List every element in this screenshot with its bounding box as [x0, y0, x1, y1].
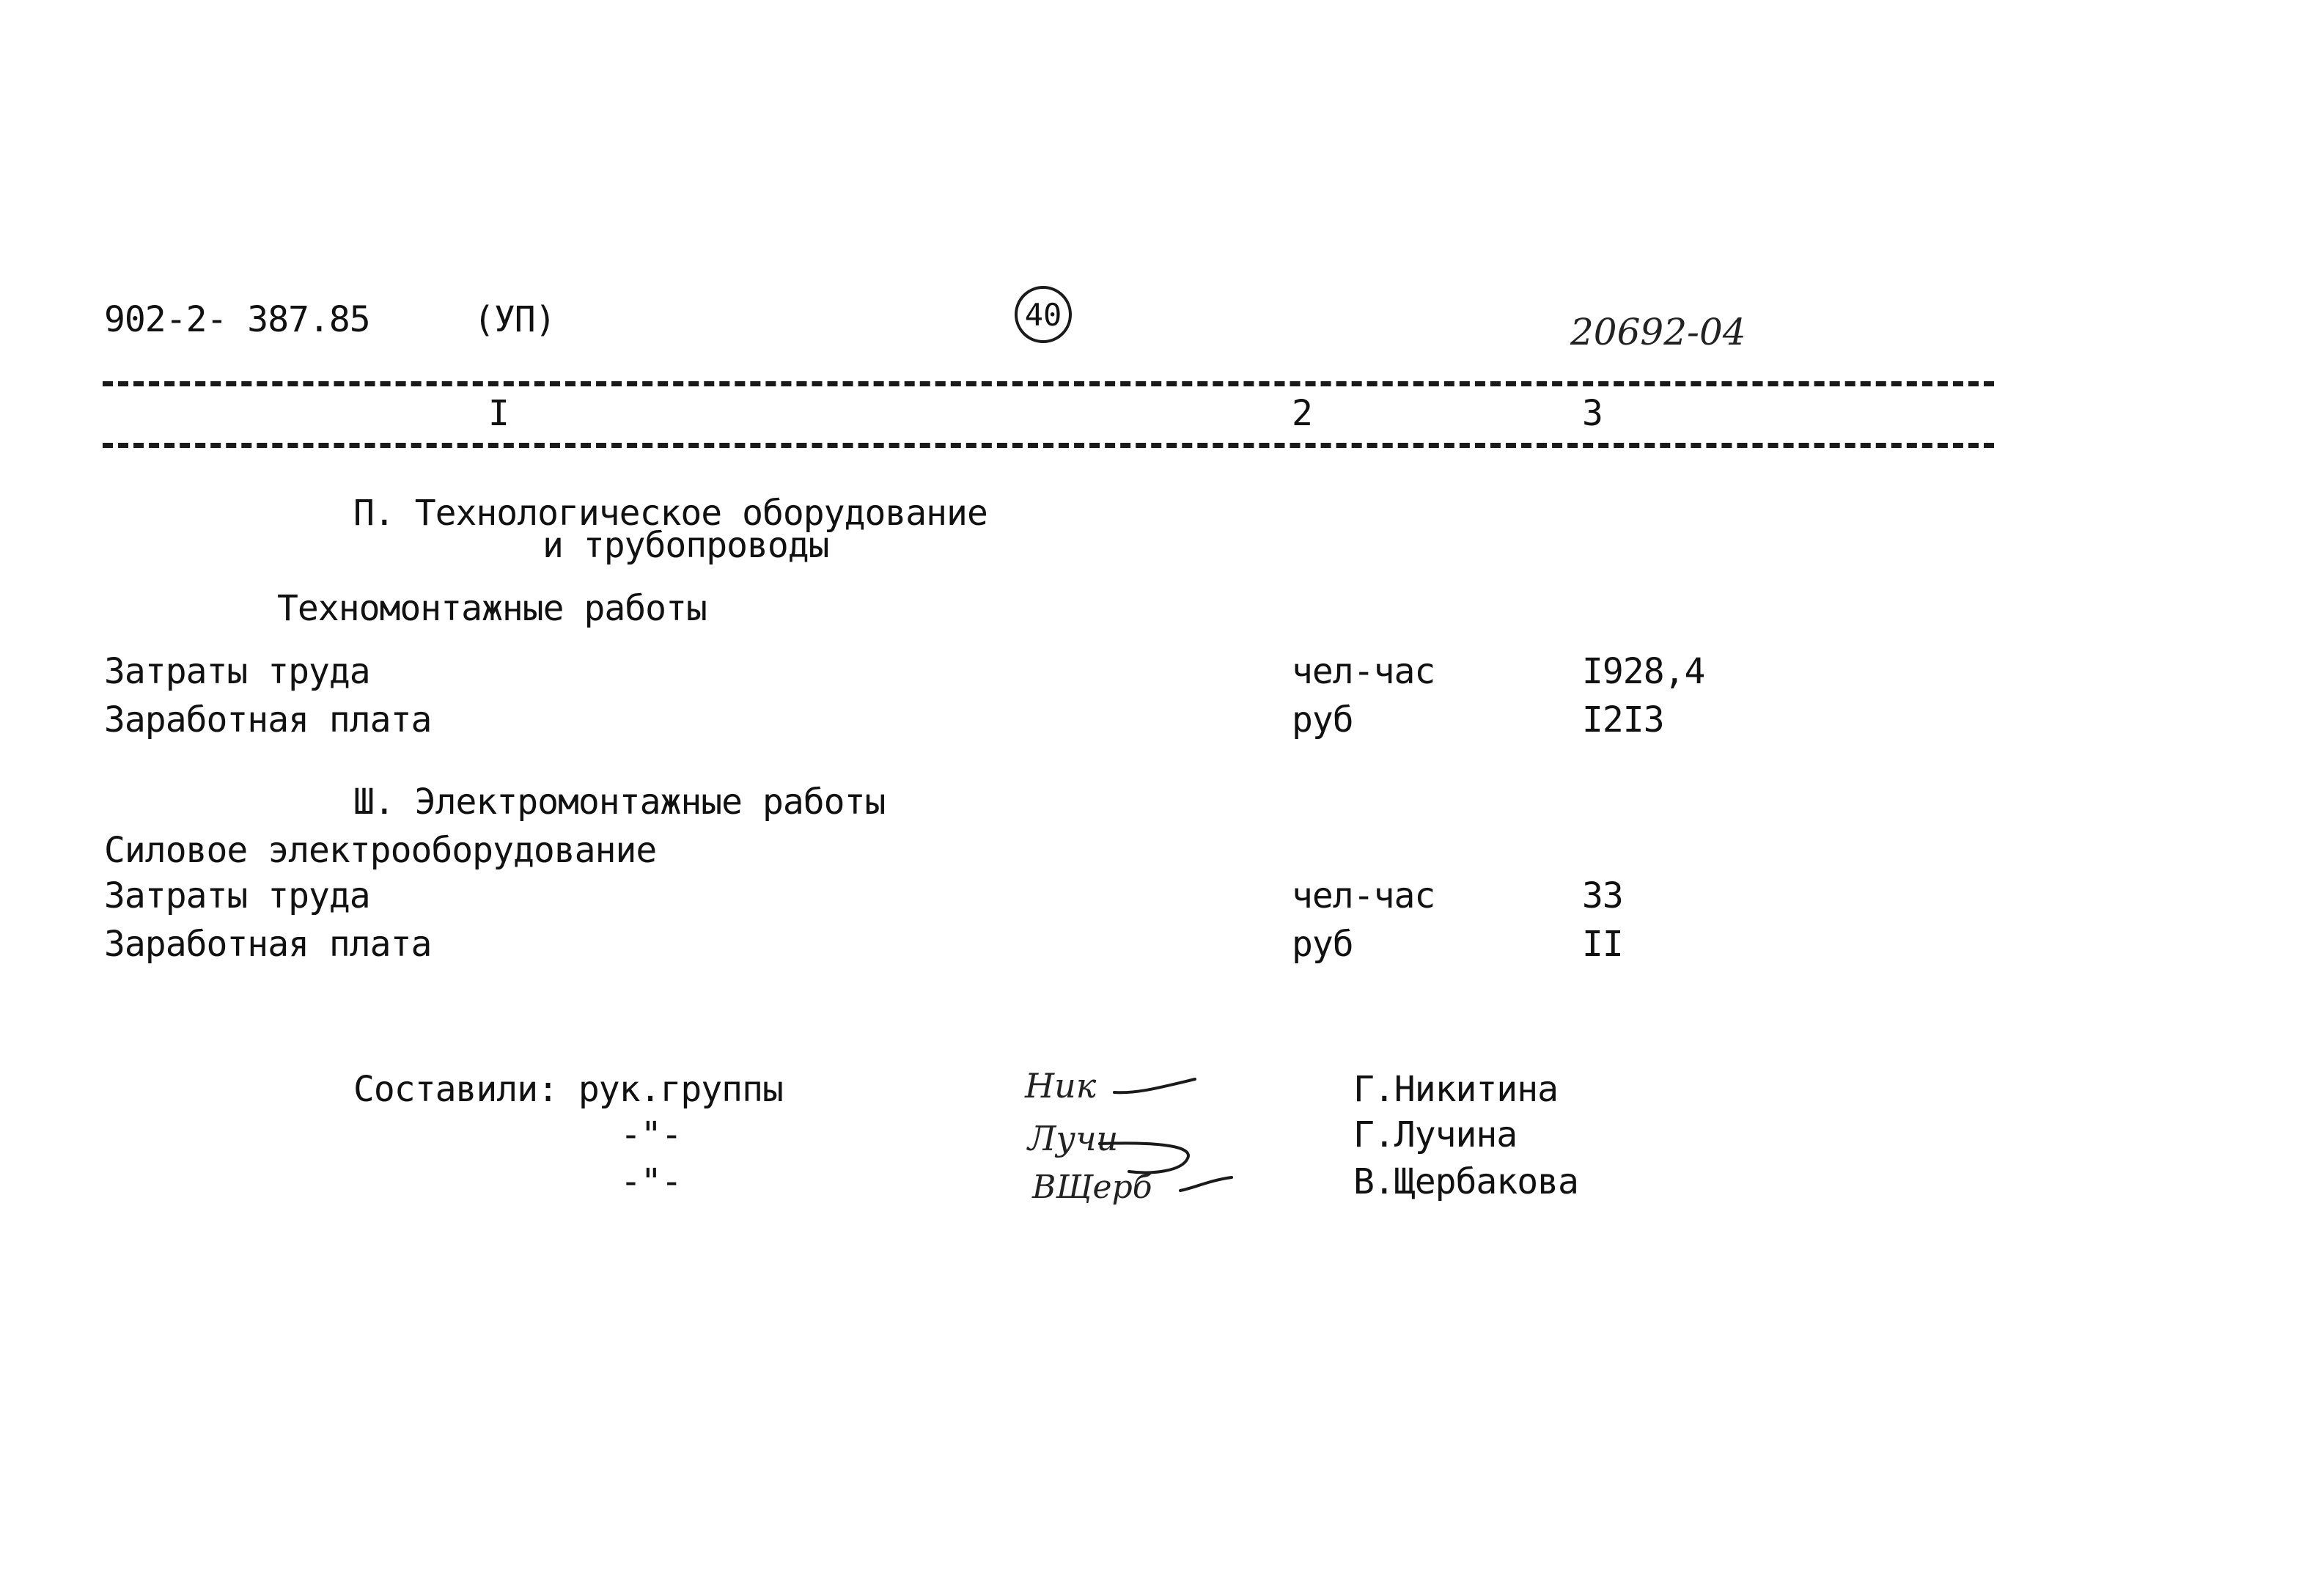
document-type: (УП)	[474, 299, 556, 340]
ditto-mark: -"-	[620, 1114, 682, 1155]
column-header-1: I	[488, 393, 509, 434]
section2-row-unit: руб	[1292, 699, 1353, 740]
section2-row-unit: чел-час	[1292, 651, 1435, 692]
section2-subtitle: Техномонтажные работы	[277, 588, 707, 629]
table-top-rule	[103, 381, 1994, 386]
signature-shcherbakova: ВЩерб	[1032, 1169, 1152, 1206]
page-number-stamp	[1015, 286, 1072, 343]
section2-title-line1: П. Технологическое оборудование	[353, 493, 987, 534]
section3-row-unit: руб	[1292, 924, 1353, 965]
signature-luchina: Лучи	[1028, 1119, 1119, 1158]
section3-row-label: Заработная плата	[104, 924, 432, 965]
section2-row-value: I928,4	[1582, 651, 1705, 692]
section3-subtitle: Силовое электрооборудование	[104, 830, 657, 871]
section2-row-label: Заработная плата	[104, 699, 432, 740]
signature-nikitina: Ник	[1025, 1066, 1097, 1106]
section2-row-label: Затраты труда	[104, 651, 370, 692]
signatory-name: Г.Лучина	[1353, 1114, 1518, 1155]
table-header-rule	[103, 443, 1994, 448]
signature-nikitina-tail	[1114, 1072, 1202, 1101]
section3-row-value: II	[1582, 924, 1623, 965]
section3-row-label: Затраты труда	[104, 875, 370, 916]
compiled-by-label: Составили: рук.группы	[353, 1069, 783, 1110]
column-header-2: 2	[1292, 393, 1312, 434]
document-code: 902-2- 387.85	[104, 299, 370, 340]
page-number: 40	[1024, 296, 1062, 333]
column-header-3: 3	[1582, 393, 1603, 434]
archive-number: 20692-04	[1570, 311, 1746, 353]
signature-shcherbakova-tail	[1180, 1172, 1239, 1201]
section2-row-value: I2I3	[1582, 699, 1664, 740]
section3-row-unit: чел-час	[1292, 875, 1435, 916]
section3-row-value: 33	[1582, 875, 1623, 916]
signatory-name: Г.Никитина	[1353, 1069, 1558, 1110]
section2-title-line2: и трубопроводы	[542, 525, 829, 566]
ditto-mark: -"-	[620, 1161, 682, 1202]
signatory-name: В.Щербакова	[1353, 1161, 1578, 1202]
section3-title: Ш. Электромонтажные работы	[353, 782, 886, 823]
